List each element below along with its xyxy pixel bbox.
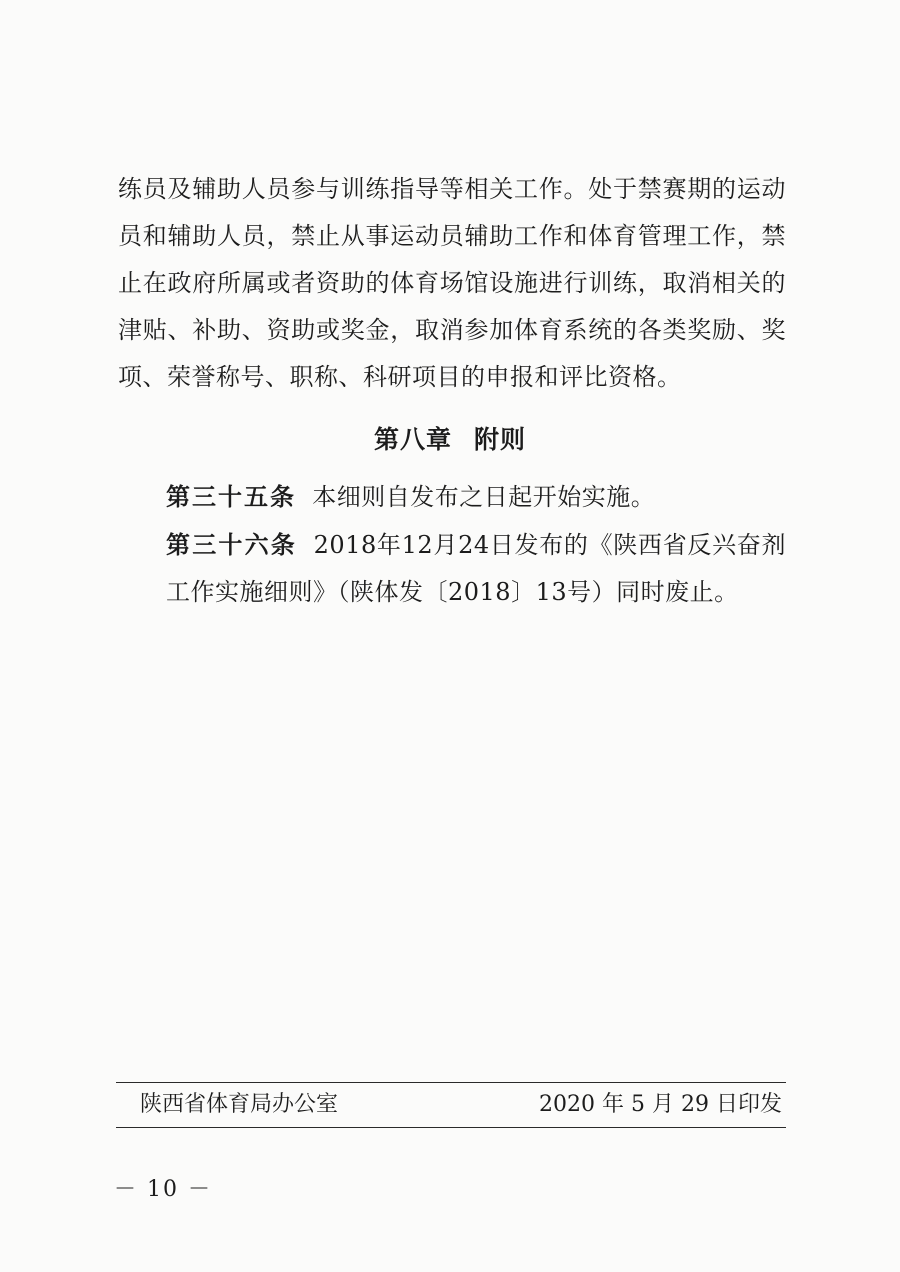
footer-divider-bottom (116, 1127, 786, 1128)
article-text: 本细则自发布之日起开始实施。 (312, 483, 656, 511)
paragraph-text: 练员及辅助人员参与训练指导等相关工作。处于禁赛期的运动员和辅助人员，禁止从事运动员辅助工作和体育管理工作，禁止在政府所属或者资助的体育场馆设施进行训练，取消相关的津贴、补助、资助或奖金，取消参加体育系统的各类奖励、奖项、荣誉称号、职称、科研项目的申报和评比资格。 (118, 175, 786, 391)
chapter-heading (0, 420, 900, 460)
body-paragraph (118, 166, 786, 401)
issue-date: 2020 年 5 月 29 日印发 (539, 1092, 782, 1117)
footer-divider-top (116, 1082, 786, 1083)
article-number: 第三十六条 (166, 531, 297, 559)
issuing-office: 陕西省体育局办公室 (140, 1092, 339, 1117)
article-number: 第三十五条 (166, 483, 296, 511)
article-35 (118, 474, 786, 521)
page-number: － 10 － (114, 1177, 212, 1202)
article-36 (118, 522, 786, 616)
chapter-number: 第八章 (373, 425, 452, 454)
chapter-title: 附则 (474, 425, 527, 454)
article-text: 2018年12月24日发布的《陕西省反兴奋剂工作实施细则》（陕体发〔2018〕13号）同时废止。 (166, 531, 786, 606)
